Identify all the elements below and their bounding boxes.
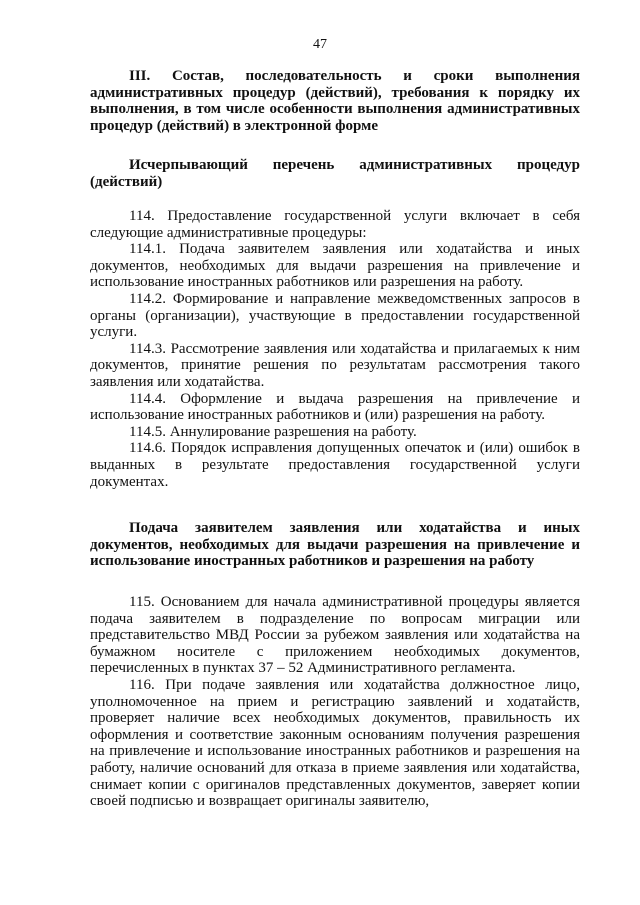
paragraph-114-2: 114.2. Формирование и направление межведомственных запросов в органы (организации), участвующие в предоставлении государственной услуги. [90, 290, 580, 341]
page-number: 47 [313, 37, 327, 52]
subsection-heading: Подача заявителем заявления или ходатайства и иных документов, необходимых для выдачи разрешения на привлечение и использование иностранных работников и разрешения на работу [90, 520, 580, 570]
paragraph-114: 114. Предоставление государственной услуги включает в себя следующие административные процедуры: [90, 208, 580, 241]
paragraph-114-6: 114.6. Порядок исправления допущенных опечаток и (или) ошибок в выданных в результате предоставления государственной услуги документах. [90, 440, 580, 490]
body-block [90, 594, 580, 810]
procedures-list [90, 208, 580, 490]
subheading-block [90, 157, 580, 190]
procedures-subheading: Исчерпывающий перечень административных процедур (действий) [90, 157, 580, 190]
paragraph-115: 115. Основанием для начала административной процедуры является подача заявителем в подразделение по вопросам миграции или представительство МВД России за рубежом заявления или ходатайства на бумажном носителе с приложением необходимых документов, перечисленных в пунктах 37 – 52 Административного регламента. [90, 594, 580, 677]
paragraph-114-1: 114.1. Подача заявителем заявления или ходатайства и иных документов, необходимых для выдачи разрешения на привлечение и использование иностранных работников или разрешения на работу. [90, 241, 580, 291]
paragraph-114-4: 114.4. Оформление и выдача разрешения на привлечение и использование иностранных работников и (или) разрешения на работу. [90, 390, 580, 424]
paragraph-114-5: 114.5. Аннулирование разрешения на работу. [129, 423, 417, 440]
section-title: III. Состав, последовательность и сроки выполнения административных процедур (действий), требования к порядку их выполнения, в том числе особенности выполнения административных процедур (действий) в электронной форме [90, 68, 580, 134]
section-block [90, 68, 580, 134]
subsection-block [90, 520, 580, 570]
paragraph-114-3: 114.3. Рассмотрение заявления или ходатайства и прилагаемых к ним документов, принятие решения по результатам рассмотрения такого заявления или ходатайства. [90, 340, 580, 390]
paragraph-116: 116. При подаче заявления или ходатайства должностное лицо, уполномоченное на прием и регистрацию заявлений и ходатайств, проверяет наличие всех необходимых документов, правильность их оформления и соответствие законным основаниям получения разрешения на привлечение и использование иностранных работников и разрешения на работу, наличие оснований для отказа в приеме заявления или ходатайства, снимает копии с оригиналов представленных документов, заверяет копии своей подписью и возвращает оригиналы заявителю, [90, 676, 580, 810]
